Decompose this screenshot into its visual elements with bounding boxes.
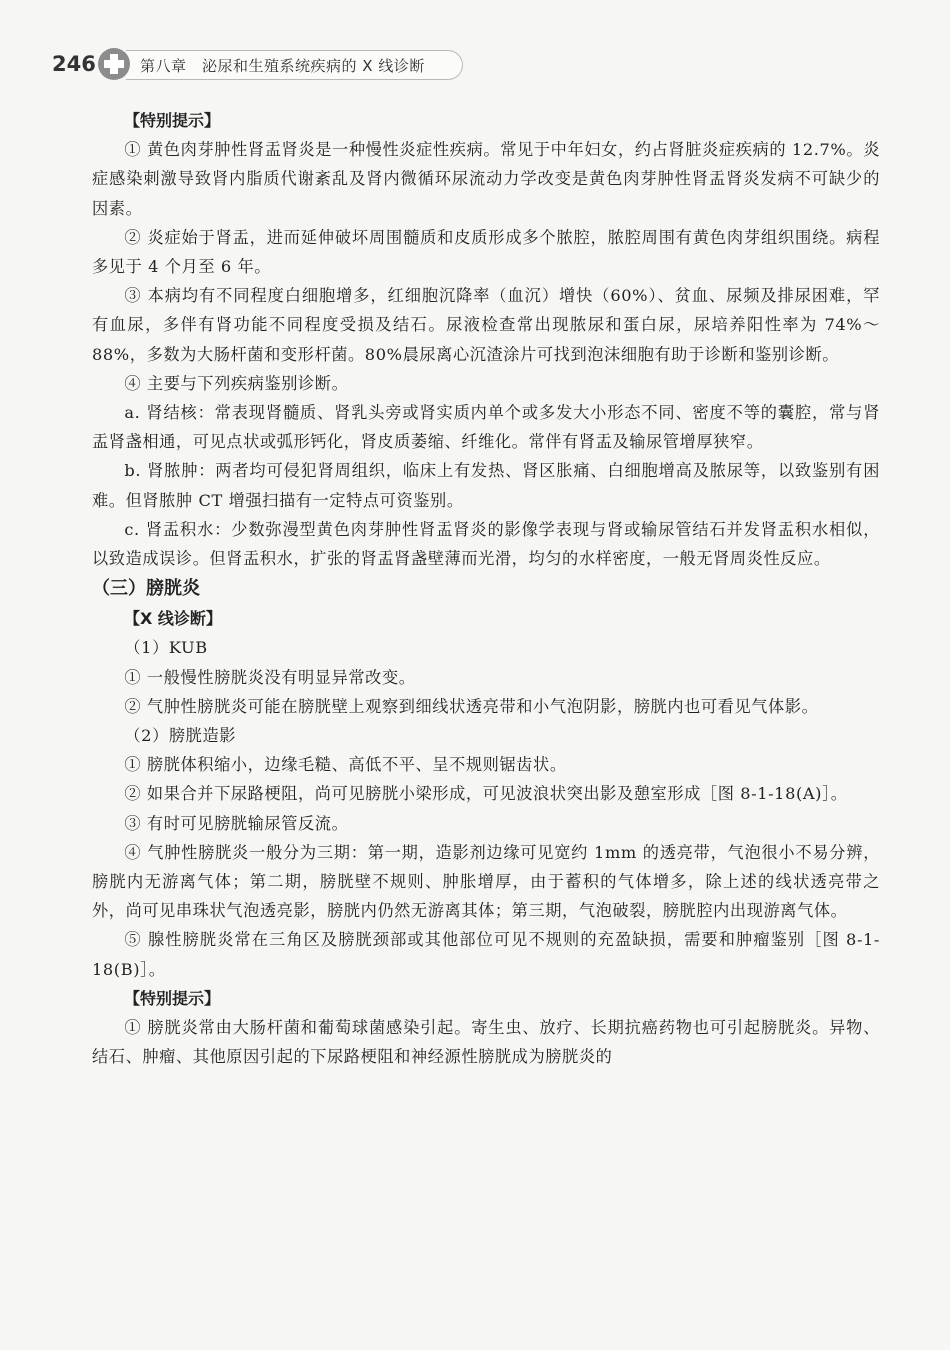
xray-diagnosis-heading: 【X 线诊断】 <box>124 609 222 629</box>
paragraph: （1）KUB <box>124 638 208 658</box>
paragraph: ① 膀胱体积缩小，边缘毛糙、高低不平、呈不规则锯齿状。 <box>124 755 567 775</box>
chapter-title: 第八章 泌尿和生殖系统疾病的 X 线诊断 <box>140 57 425 75</box>
paragraph: ④ 主要与下列疾病鉴别诊断。 <box>124 373 349 393</box>
paragraph: ⑤ 腺性膀胱炎常在三角区及膀胱颈部或其他部位可见不规则的充盈缺损，需要和肿瘤鉴别［图 8-1-18(B)］。 <box>92 930 880 979</box>
paragraph: b. 肾脓肿：两者均可侵犯肾周组织，临床上有发热、肾区胀痛、白细胞增高及脓尿等，以致鉴别有困难。但肾脓肿 CT 增强扫描有一定特点可资鉴别。 <box>92 461 880 510</box>
paragraph: ① 黄色肉芽肿性肾盂肾炎是一种慢性炎症性疾病。常见于中年妇女，约占肾脏炎症疾病的 12.7%。炎症感染刺激导致肾内脂质代谢紊乱及肾内微循环尿流动力学改变是黄色肉芽肿性肾盂肾炎发病不可缺少的因素。 <box>92 140 880 218</box>
special-tip-heading: 【特别提示】 <box>124 988 221 1008</box>
section-heading: （三）膀胱炎 <box>92 578 200 600</box>
special-tip-heading: 【特别提示】 <box>124 111 221 130</box>
paragraph: ② 如果合并下尿路梗阻，尚可见膀胱小梁形成，可见波浪状突出影及憩室形成［图 8-1-18(A)］。 <box>124 784 848 804</box>
paragraph: （2）膀胱造影 <box>124 726 237 746</box>
paragraph: ② 炎症始于肾盂，进而延伸破坏周围髓质和皮质形成多个脓腔，脓腔周围有黄色肉芽组织围绕。病程多见于 4 个月至 6 年。 <box>92 227 880 277</box>
paragraph: ③ 有时可见膀胱输尿管反流。 <box>124 813 349 833</box>
page-header <box>52 46 472 84</box>
paragraph: a. 肾结核：常表现肾髓质、肾乳头旁或肾实质内单个或多发大小形态不同、密度不等的囊腔，常与肾盂肾盏相通，可见点状或弧形钙化，肾皮质萎缩、纤维化。常伴有肾盂及输尿管增厚狭窄。 <box>92 403 880 452</box>
paragraph: ② 气肿性膀胱炎可能在膀胱壁上观察到细线状透亮带和小气泡阴影，膀胱内也可看见气体影。 <box>124 696 819 716</box>
paragraph: ④ 气肿性膀胱炎一般分为三期：第一期，造影剂边缘可见宽约 1mm 的透亮带，气泡很小不易分辨，膀胱内无游离气体；第二期，膀胱壁不规则、肿胀增厚，由于蓄积的气体增多，除上述的线状透亮带之外，尚可见串珠状气泡透亮影，膀胱内仍然无游离其体；第三期，气泡破裂，膀胱腔内出现游离气体。 <box>92 842 880 921</box>
medical-cross-icon <box>98 48 130 80</box>
paragraph: ① 膀胱炎常由大肠杆菌和葡萄球菌感染引起。寄生虫、放疗、长期抗癌药物也可引起膀胱炎。异物、结石、肿瘤、其他原因引起的下尿路梗阻和神经源性膀胱成为膀胱炎的 <box>92 1018 880 1067</box>
paragraph: ① 一般慢性膀胱炎没有明显异常改变。 <box>124 667 416 687</box>
chapter-banner <box>126 50 463 80</box>
page-body <box>92 106 880 1072</box>
paragraph: c. 肾盂积水：少数弥漫型黄色肉芽肿性肾盂肾炎的影像学表现与肾或输尿管结石并发肾盂积水相似，以致造成误诊。但肾盂积水，扩张的肾盂肾盏壁薄而光滑，均匀的水样密度，一般无肾周炎性反应。 <box>92 519 880 569</box>
paragraph: ③ 本病均有不同程度白细胞增多，红细胞沉降率（血沉）增快（60%）、贫血、尿频及排尿困难，罕有血尿，多伴有肾功能不同程度受损及结石。尿液检查常出现脓尿和蛋白尿，尿培养阳性率为 74%～88%，多数为大肠杆菌和变形杆菌。80%晨尿离心沉渣涂片可找到泡沫细胞有助于诊断和鉴别诊断。 <box>92 286 880 364</box>
page-number: 246 <box>52 52 96 76</box>
